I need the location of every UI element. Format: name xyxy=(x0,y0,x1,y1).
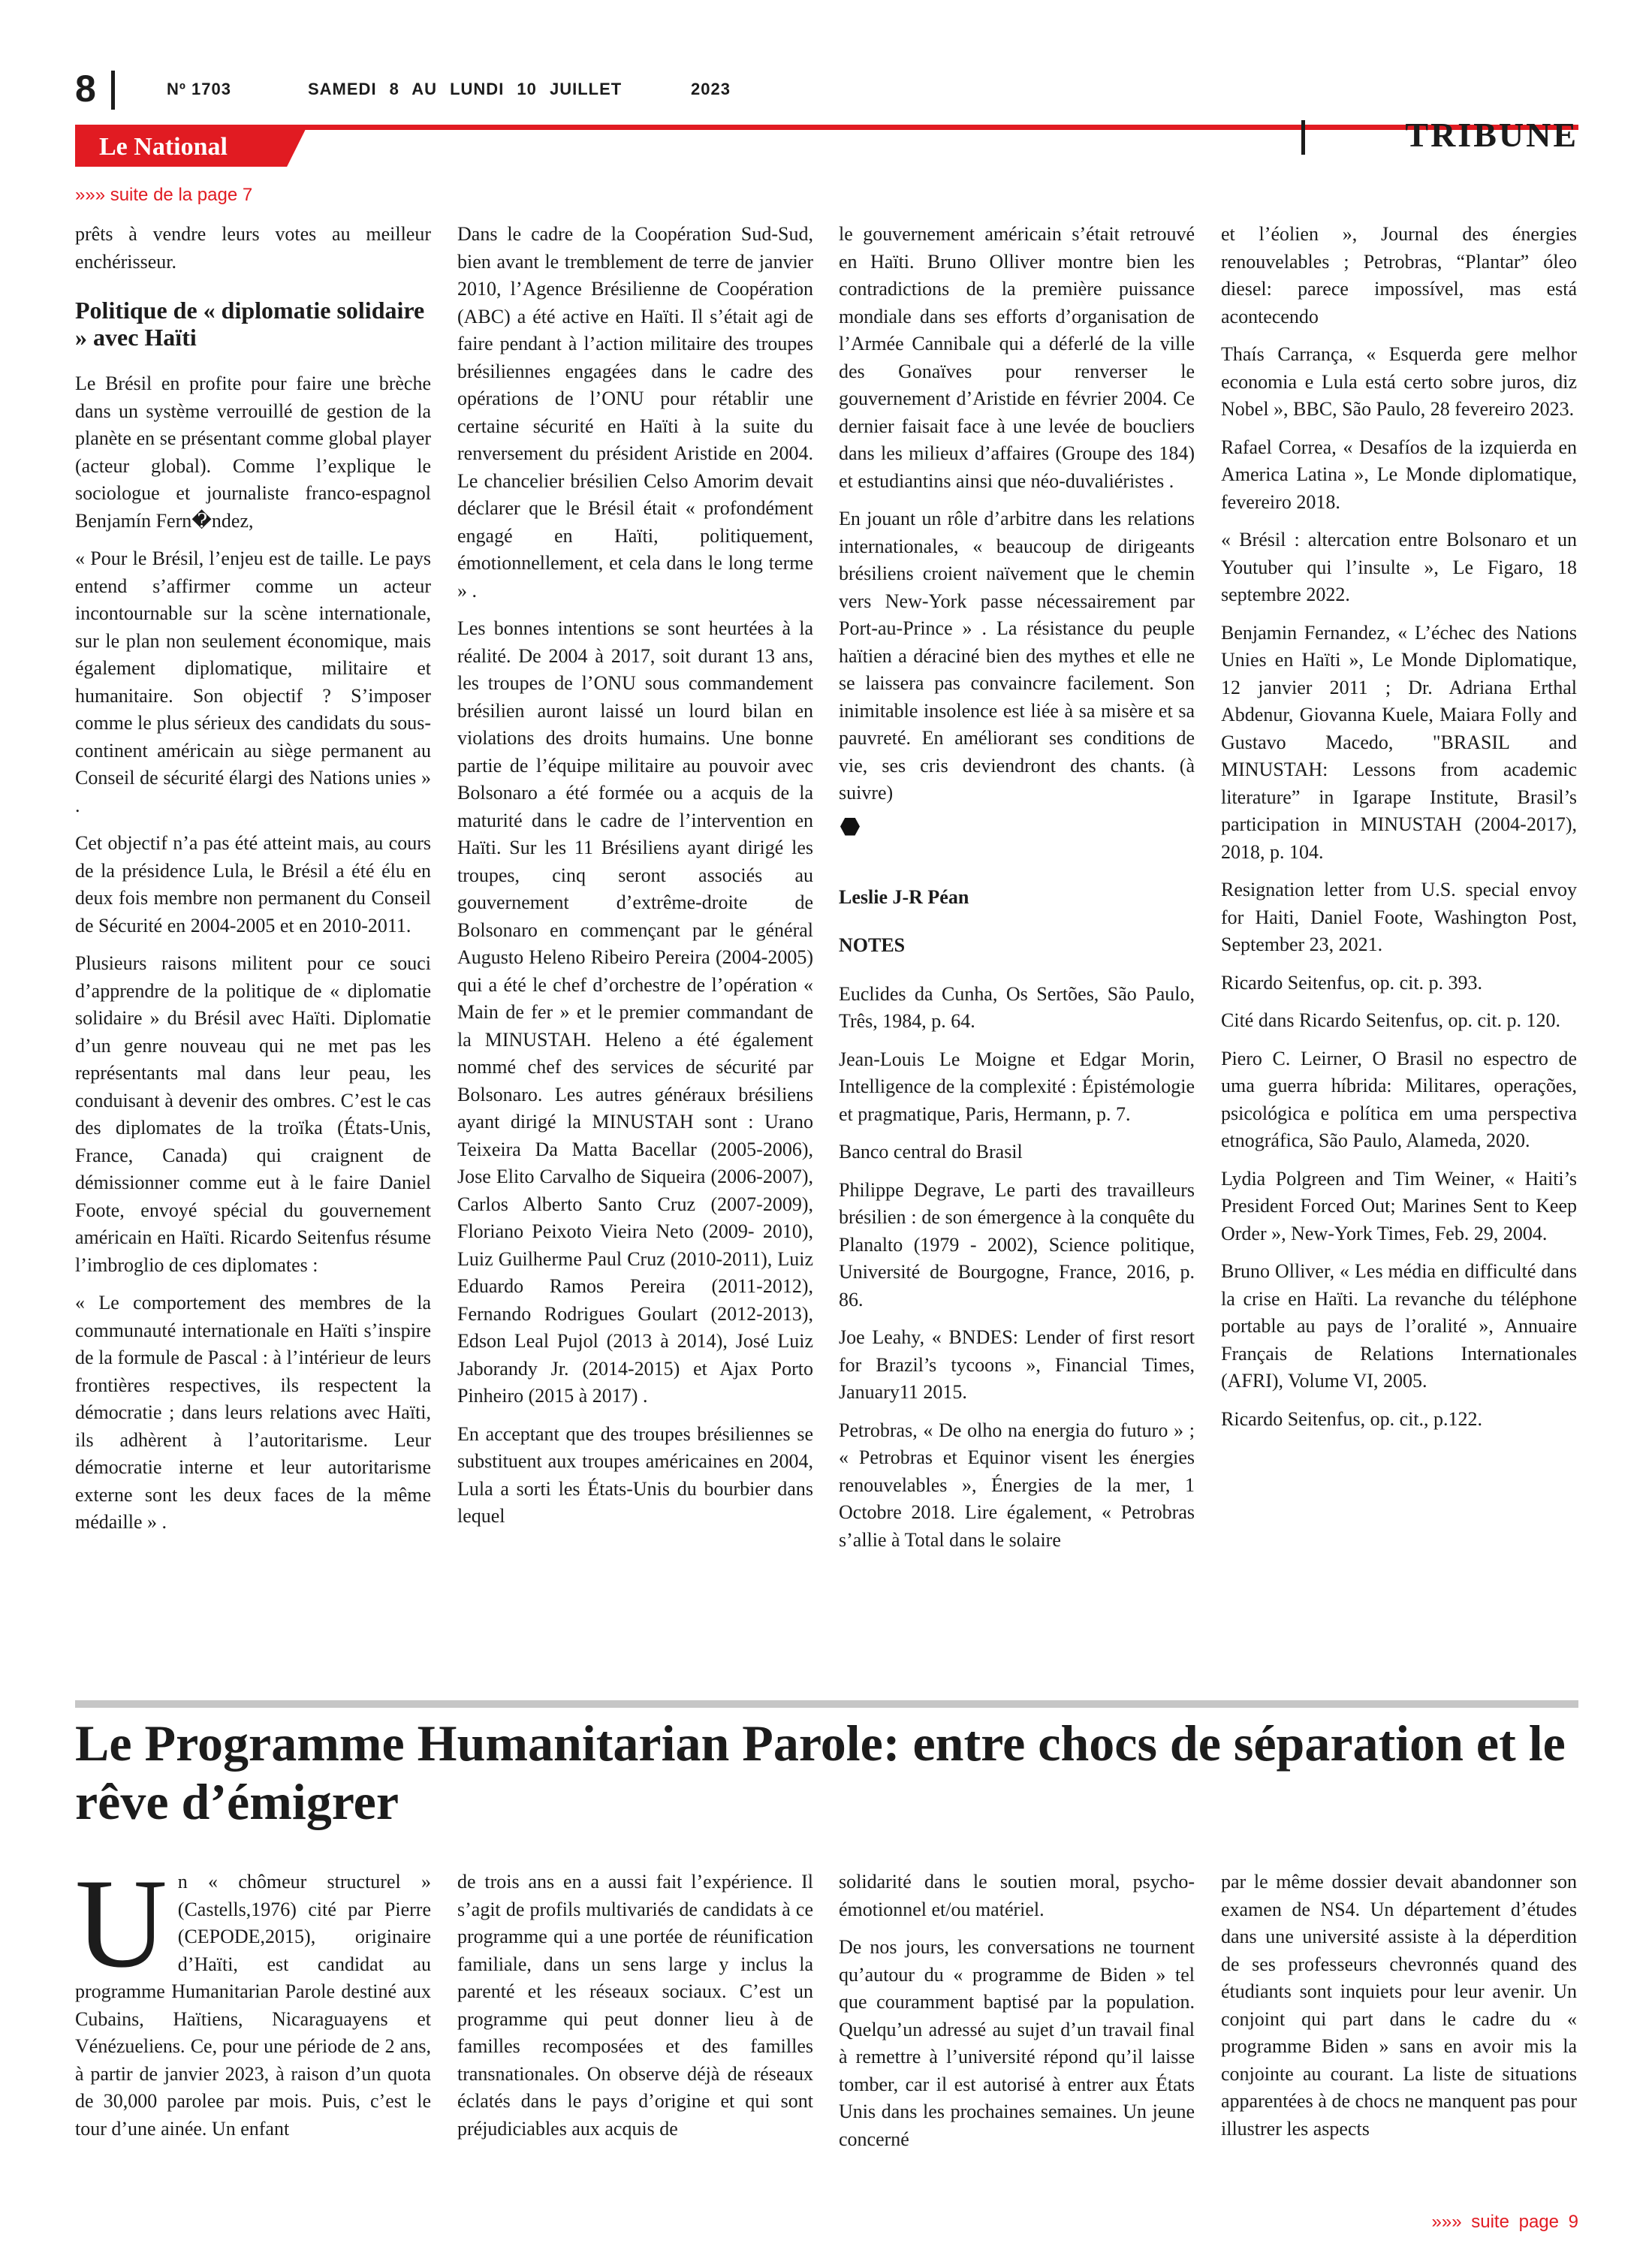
subheading: Politique de « diplomatie solidaire » avec Haïti xyxy=(75,297,425,351)
note: et l’éolien », Journal des énergies renouvelables ; Petrobras, “Plantar” óleo diesel: parece impossível, mas está acontecendo xyxy=(1221,223,1577,327)
article2-headline: Le Programme Humanitarian Parole: entre chocs de séparation et le rêve d’émigrer xyxy=(75,1715,1566,1830)
note: Benjamin Fernandez, « L’échec des Nations Unies en Haïti », Le Monde Diplomatique, 12 janvier 2011 ; Dr. Adriana Erthal Abdenur, Giovanna Kuele, Maiara Folly and Gustavo Macedo, "BRASIL and MINUSTAH: Lessons from academic literature” in Igarape Institute, Brasil’s participation in MINUSTAH (2004-2017), 2018, p. 104. xyxy=(1221,621,1577,863)
paragraph: De nos jours, les conversations ne tournent qu’autour du « programme de Biden » tel que couramment baptisé par la population. Quelqu’un adressé au sujet d’un travail final à remettre à l’université répond qu’il laisse tomber, car il est autorisé à entrer aux États Unis dans les prochaines semaines. Un jeune concerné xyxy=(839,1936,1195,2150)
author-byline: Leslie J-R Péan xyxy=(839,885,969,908)
paragraph: Dans le cadre de la Coopération Sud-Sud, bien avant le tremblement de terre de janvier 2010, l’Agence Brésilienne de Coopération (ABC) a été active en Haïti. Il s’était agi de faire pendant à l’action militaire des troupes brésiliennes engagées dans le cadre des opérations de l’ONU pour rétablir une certaine sécurité en Haïti à la suite du renversement du président Aristide en 2004. Le chancelier brésilien Celso Amorim devait déclarer que le Brésil était « profondément engagé en Haïti, politiquement, émotionnellement, et cela dans le long terme » . xyxy=(457,223,813,602)
article1-column-2 xyxy=(457,221,813,1541)
article1-column-3 xyxy=(839,221,1195,1564)
paragraph: Les bonnes intentions se sont heurtées à la réalité. De 2004 à 2017, soit durant 13 ans, les troupes de l’ONU sous commandement brésilien auront laissé un lourd bilan en violations des droits humains. Une bonne partie de l’équipe militaire au pouvoir avec Bolsonaro a été formée ou a acquis de la maturité dans le cadre de l’intervention en Haïti. Sur les 11 Brésiliens ayant dirigé les troupes, cinq seront associés au gouvernement d’extrême-droite de Bolsonaro en commençant par le général Augusto Heleno Ribeiro Pereira (2004-2005) qui a été le chef d’orchestre de l’opération « Main de fer » et le premier commandant de la MINUSTAH. Heleno a été également nommé chef des services de sécurité par Bolsonaro. Les autres généraux brésiliens ayant dirigé la MINUSTAH sont : Urano Teixeira Da Matta Bacellar (2005-2006), Jose Elito Carvalho de Siqueira (2006-2007), Carlos Alberto Santo Cruz (2007-2009), Floriano Peixoto Vieira Neto (2009- 2010), Luiz Guilherme Paul Cruz (2010-2011), Luiz Eduardo Ramos Pereira (2011-2012), Fernando Rodrigues Goulart (2012-2013), Edson Leal Pujol (2013 à 2014), José Luiz Jaborandy Jr. (2014-2015) et Ajax Porto Pinheiro (2015 à 2017) . xyxy=(457,617,813,1407)
quote-paragraph: « Pour le Brésil, l’enjeu est de taille. Le pays entend s’affirmer comme un acteur incontournable sur la scène internationale, sur le plan non seulement économique, mais également diplomatique, militaire et humanitaire. Son objectif ? S’imposer comme le plus sérieux des candidats du sous-continent américain au siège permanent au Conseil de sécurité élargi des Nations unies » . xyxy=(75,547,431,816)
end-of-article-hexagon-icon xyxy=(840,818,860,836)
note: Petrobras, « De olho na energia do futuro » ; « Petrobras et Equinor visent les énergies renouvelables », Énergies de la mer, 1 Octobre 2018. Lire également, « Petrobras s’allie à Total dans le solaire xyxy=(839,1419,1195,1551)
issue-year: 2023 xyxy=(691,80,731,98)
note: Piero C. Leirner, O Brasil no espectro de uma guerra híbrida: Militares, operações, psicológica e política em uma perspectiva etnográfica, São Paulo, Alameda, 2020. xyxy=(1221,1047,1577,1151)
paragraph: le gouvernement américain s’était retrouvé en Haïti. Bruno Olliver montre bien les contradictions de la première puissance mondiale dans ses efforts d’organisation de l’Armée Cannibale qui a déferlé de la ville des Gonaïves pour renverser le gouvernement d’Aristide en février 2004. Ce dernier faisait face à une levée de boucliers dans les milieux d’affaires (Groupe des 184) et estudiantins ainsi que néo-duvaliéristes . xyxy=(839,223,1195,492)
note: Philippe Degrave, Le parti des travailleurs brésilien : de son émergence à la conquête du Planalto (1979 - 2002), Science politique, Université de Bourgogne, France, 2016, p. 86. xyxy=(839,1178,1195,1310)
note: Joe Leahy, « BNDES: Lender of first resort for Brazil’s tycoons », Financial Times, January11 2015. xyxy=(839,1326,1195,1403)
drop-cap: U xyxy=(75,1853,167,1994)
article2-column-1 xyxy=(75,1853,431,2143)
paragraph: En jouant un rôle d’arbitre dans les relations internationales, « beaucoup de dirigeants brésiliens croient naïvement que le chemin vers New-York passe nécessairement par Port-au-Prince » . La résistance du peuple haïtien a déraciné bien des mythes et elle ne se laissera pas convaincre facilement. Son inimitable insolence est liée à sa misère et sa pauvreté. En améliorant ses conditions de vie, ses cris deviendront des chants. (à suivre) xyxy=(839,508,1195,804)
issue-number: Nº 1703 xyxy=(167,80,231,98)
paragraph: Cet objectif n’a pas été atteint mais, au cours de la présidence Lula, le Brésil a été élu en deux fois membre non permanent du Conseil de Sécurité en 2004-2005 et en 2010-2011. xyxy=(75,832,431,936)
paragraph: Plusieurs raisons militent pour ce souci d’apprendre de la politique de « diplomatie solidaire » du Brésil avec Haïti. Diplomatie d’un genre nouveau qui ne met pas les représentants mal dans leur peau, les conduisant à devenir des ombres. C’est le cas des diplomates de la troïka (États-Unis, France, Canada) qui craignent de démissionner comme eut à le faire Daniel Foote, envoyé spécial du gouvernement américain en Haïti. Ricardo Seitenfus résume l’imbroglio de ces diplomates : xyxy=(75,952,431,1276)
paragraph: prêts à vendre leurs votes au meilleur enchérisseur. xyxy=(75,223,431,273)
notes-heading: NOTES xyxy=(839,934,906,956)
page-number-divider xyxy=(111,71,115,110)
issue-date: SAMEDI 8 AU LUNDI 10 JUILLET xyxy=(308,80,623,98)
article2-column-2 xyxy=(457,1868,813,2153)
paragraph: de trois ans en a aussi fait l’expérience. Il s’agit de profils multivariés de candidats à ce programme qui a une portée de réunification familiale, dans un sens large y inclus la parenté et les réseaux sociaux. C’est un programme qui peut donner lieu à de familles recomposées et des familles transnationales. On observe déjà de réseaux éclatés dans le pays d’origine et qui sont préjudiciables aux acquis de xyxy=(457,1871,813,2140)
section-title: TRIBUNE xyxy=(1405,116,1578,154)
page-number: 8 xyxy=(75,68,96,110)
note: Resignation letter from U.S. special envoy for Haiti, Daniel Foote, Washington Post, September 23, 2021. xyxy=(1221,879,1577,955)
note: Euclides da Cunha, Os Sertões, São Paulo, Três, 1984, p. 64. xyxy=(839,982,1195,1032)
page-header xyxy=(75,66,1584,119)
note: Jean-Louis Le Moigne et Edgar Morin, Intelligence de la complexité : Épistémologie et pragmatique, Paris, Hermann, p. 7. xyxy=(839,1048,1195,1125)
article1-column-4 xyxy=(1221,221,1577,1443)
continued-from-link[interactable]: »»» suite de la page 7 xyxy=(75,185,253,205)
quote-paragraph: « Le comportement des membres de la communauté internationale en Haïti s’inspire de la formule de Pascal : à l’intérieur de leurs frontières respectives, ils respectent la démocratie ; dans leurs relations avec Haïti, ils adhèrent à l’autoritarisme. Leur démocratie interne et leur autoritarisme externe sont les deux faces de la même médaille » . xyxy=(75,1292,431,1533)
paragraph: En acceptant que des troupes brésiliennes se substituent aux troupes américaines en 2004, Lula a sorti les États-Unis du bourbier dans lequel xyxy=(457,1422,813,1527)
paragraph: solidarité dans le soutien moral, psycho-émotionnel et/ou matériel. xyxy=(839,1871,1195,1920)
article1-column-1 xyxy=(75,221,431,1547)
note: « Brésil : altercation entre Bolsonaro et un Youtuber qui l’insulte », Le Figaro, 18 septembre 2022. xyxy=(1221,529,1577,605)
article-separator xyxy=(75,1700,1578,1708)
paragraph: Le Brésil en profite pour faire une brèche dans un système verrouillé de gestion de la planète en se présentant comme global player (acteur global). Comme l’explique le sociologue et journaliste franco-espagnol Benjamín Fern�ndez, xyxy=(75,372,431,532)
note: Thaís Carrança, « Esquerda gere melhor economia e Lula está certo sobre juros, diz Nobel », BBC, São Paulo, 28 fevereiro 2023. xyxy=(1221,343,1577,420)
paragraph: n « chômeur structurel » (Castells,1976) cité par Pierre (CEPODE,2015), originaire d’Haïti, est candidat au programme Humanitarian Parole destiné aux Cubains, Haïtiens, Nicaraguayens et Vénézueliens. Ce, pour une période de 2 ans, à partir de janvier 2023, à raison d’un quota de 30,000 parolee par mois. Puis, c’est le tour d’une ainée. Un enfant xyxy=(75,1871,431,2140)
article2-column-3 xyxy=(839,1868,1195,2164)
note: Ricardo Seitenfus, op. cit. p. 393. xyxy=(1221,971,1483,994)
paragraph: par le même dossier devait abandonner son examen de NS4. Un département d’études dans une université assiste à la déperdition de ses professeurs chevronnés quand des étudiants sont inquiets pour leur avenir. Un conjoint qui part dans le cadre du « programme Biden » sans en avoir mis la conjointe au courant. La liste de situations apparentées à de chocs ne manquent pas pour illustrer les aspects xyxy=(1221,1871,1577,2140)
continued-to-link[interactable]: »»» suite page 9 xyxy=(1431,2212,1578,2232)
note: Rafael Correa, « Desafíos de la izquierda en America Latina », Le Monde diplomatique, fevereiro 2018. xyxy=(1221,436,1577,513)
note: Ricardo Seitenfus, op. cit., p.122. xyxy=(1221,1407,1483,1430)
note: Cité dans Ricardo Seitenfus, op. cit. p. 120. xyxy=(1221,1009,1561,1031)
note: Bruno Olliver, « Les média en difficulté dans la crise en Haïti. La revanche du téléphone portable au pays de l’oralité », Annuaire Français de Relations Internationales (AFRI), Volume VI, 2005. xyxy=(1221,1260,1577,1392)
note: Lydia Polgreen and Tim Weiner, « Haiti’s President Forced Out; Marines Sent to Keep Order », New-York Times, Feb. 29, 2004. xyxy=(1221,1167,1577,1244)
note: Banco central do Brasil xyxy=(839,1141,1023,1163)
newspaper-logo: Le National xyxy=(99,133,228,161)
article2-column-4 xyxy=(1221,1868,1577,2153)
section-divider xyxy=(1301,120,1305,155)
